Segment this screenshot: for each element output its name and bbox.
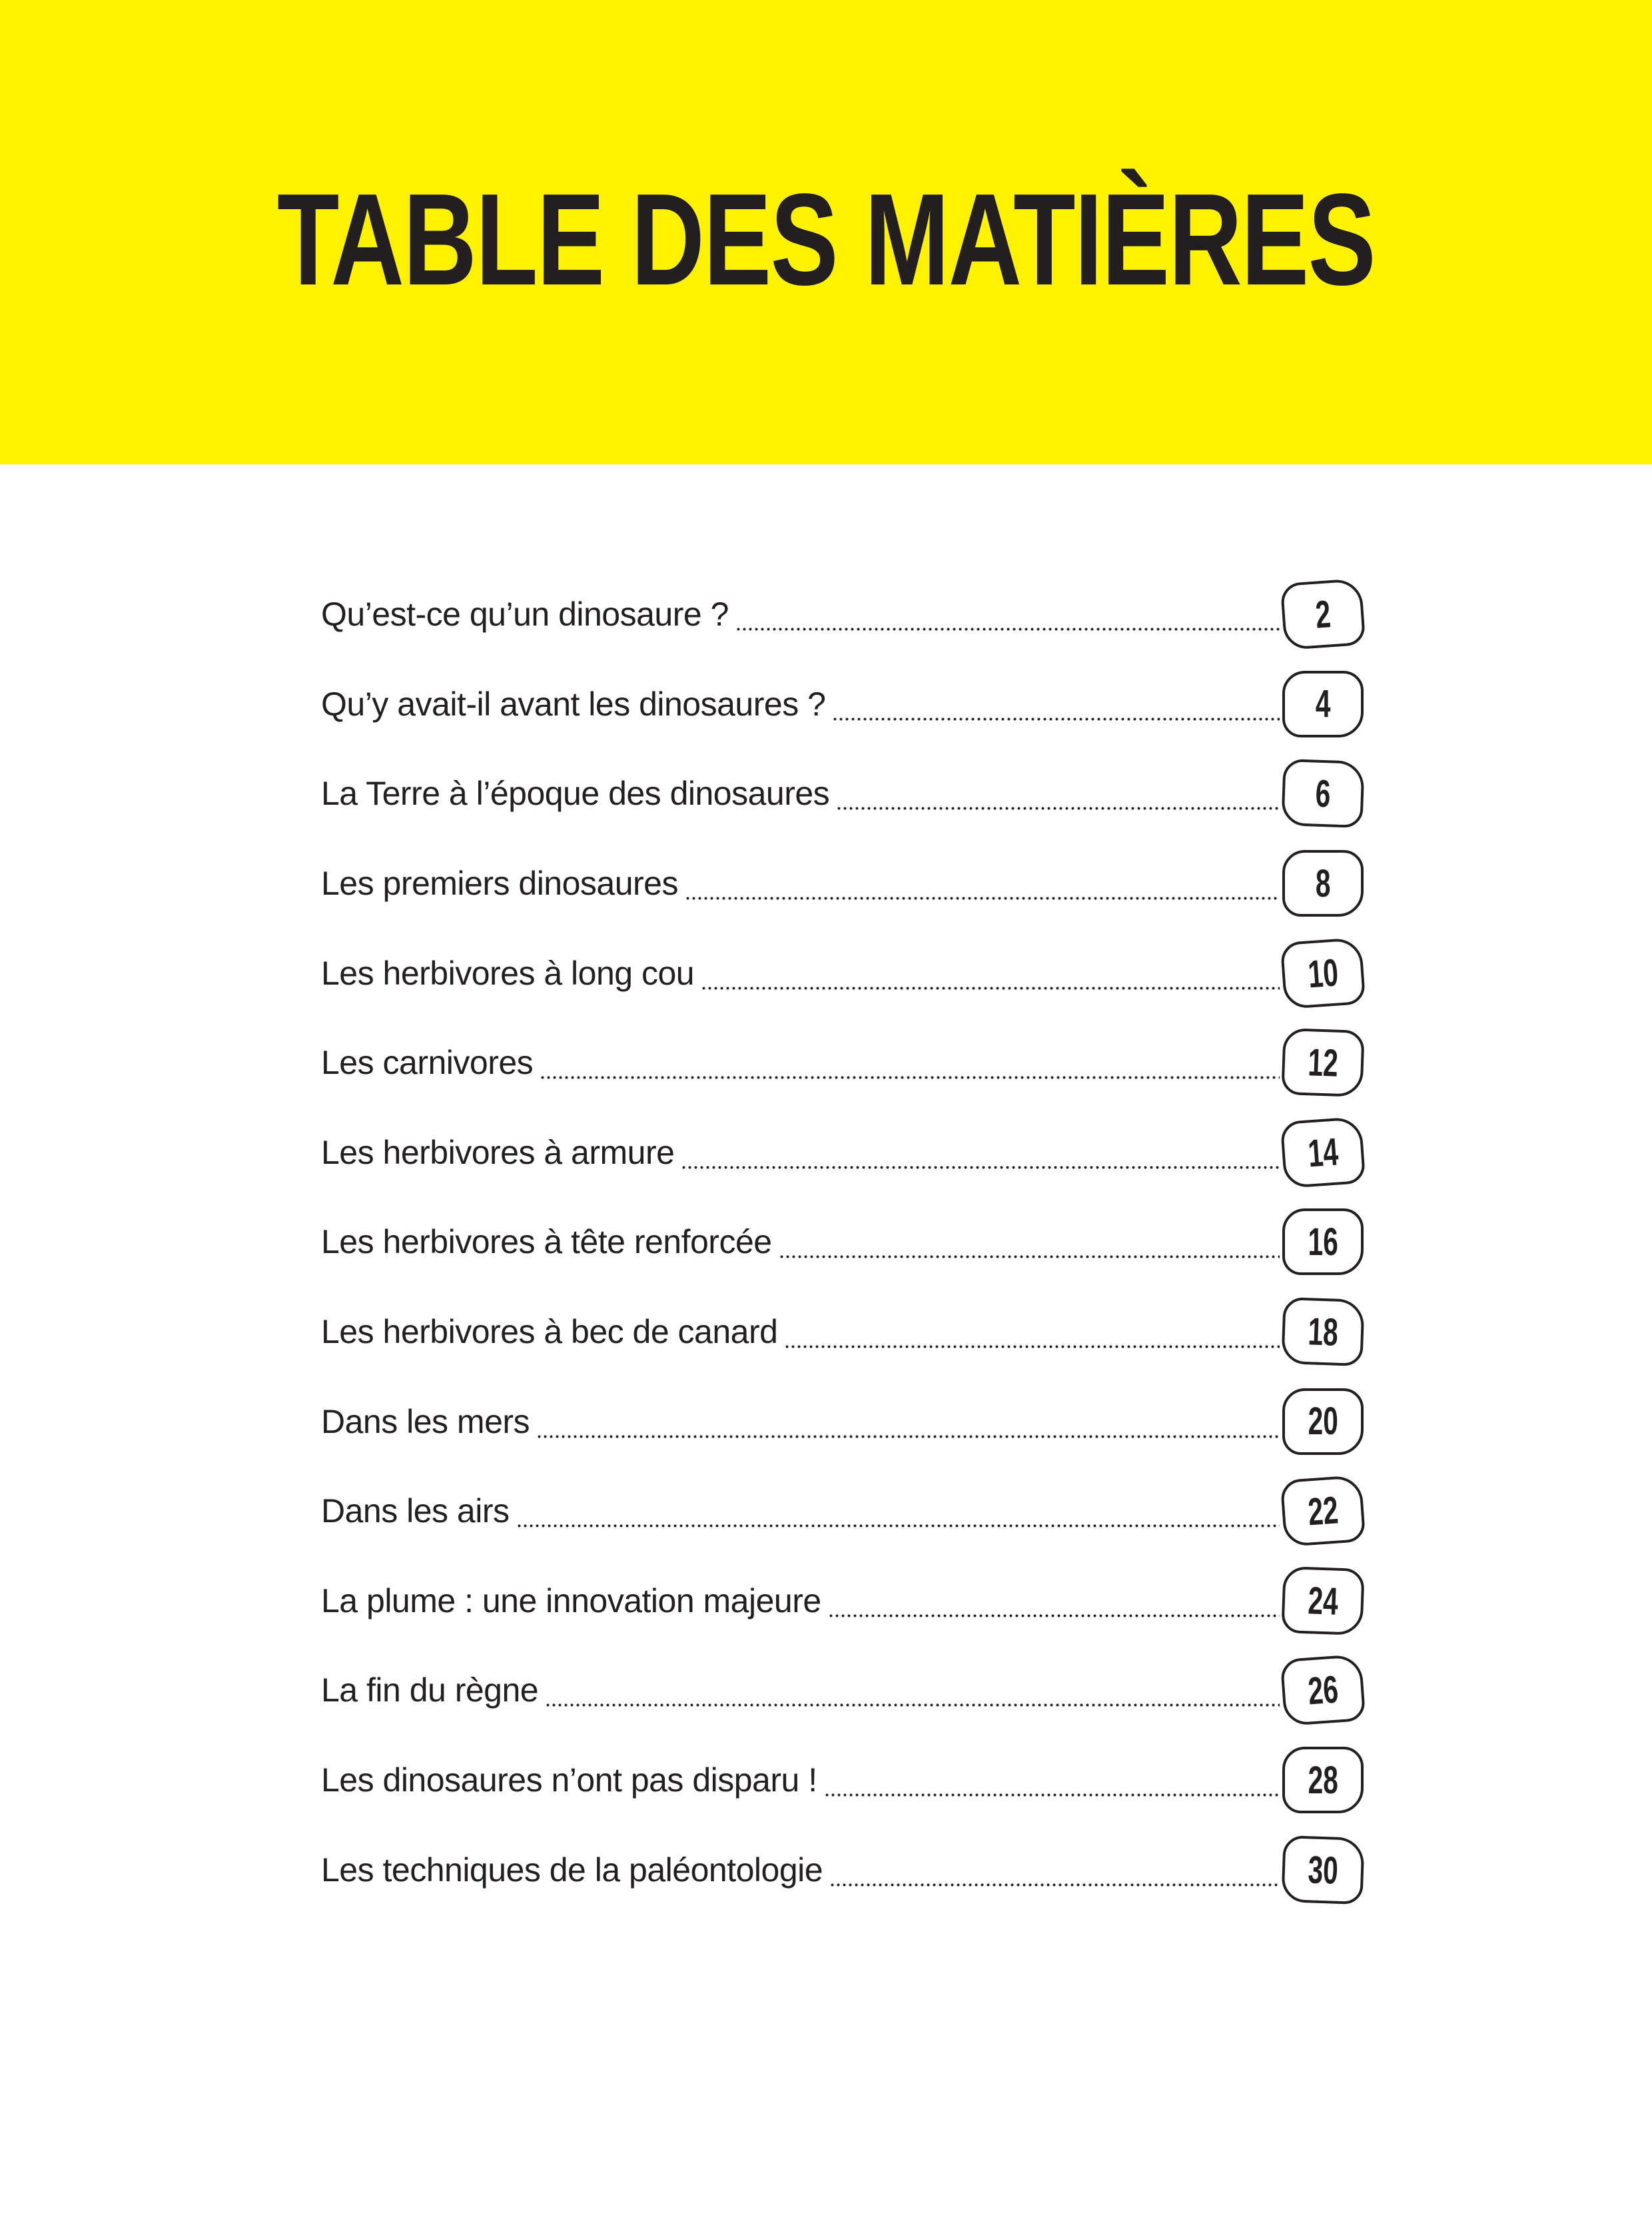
page-number: 12 [1307, 1040, 1339, 1085]
toc-entry-label: Qu’est-ce qu’un dinosaure ? [321, 596, 729, 634]
dot-leader [779, 1236, 1280, 1260]
page-number: 4 [1315, 682, 1331, 726]
dot-leader [824, 1774, 1280, 1798]
page-number: 28 [1308, 1758, 1338, 1802]
page-number: 18 [1307, 1309, 1339, 1354]
toc-entry-label: La fin du règne [321, 1671, 539, 1709]
page-number: 26 [1306, 1667, 1340, 1713]
toc-entry[interactable] [321, 928, 1364, 1018]
page-number: 10 [1306, 950, 1340, 996]
toc-entry-label: Les carnivores [321, 1044, 534, 1082]
page-number-badge [1282, 1208, 1364, 1275]
toc-entry[interactable] [321, 1018, 1364, 1108]
dot-leader [685, 877, 1280, 901]
page-number-badge [1282, 671, 1364, 737]
page-number: 8 [1315, 861, 1331, 905]
toc-entry[interactable] [321, 1825, 1364, 1915]
page-number: 2 [1314, 592, 1332, 637]
toc-entry[interactable] [321, 1735, 1364, 1825]
toc-entry-label: Les herbivores à long cou [321, 954, 695, 992]
page-number-badge [1280, 1475, 1366, 1547]
dot-leader [832, 698, 1280, 722]
toc-entry-label: Les herbivores à tête renforcée [321, 1223, 772, 1261]
dot-leader [540, 1057, 1280, 1081]
toc-entry-label: Dans les mers [321, 1402, 530, 1440]
toc-entry[interactable] [321, 749, 1364, 839]
page-number-badge [1281, 759, 1364, 828]
toc-entry-label: Les premiers dinosaures [321, 865, 678, 903]
dot-leader [545, 1684, 1280, 1708]
page-number-badge [1280, 578, 1366, 650]
page-title: TABLE DES MATIÈRES [276, 167, 1375, 312]
page-number: 16 [1308, 1220, 1338, 1264]
toc-entry[interactable] [321, 1376, 1364, 1466]
toc-entry-label: Les herbivores à armure [321, 1133, 675, 1171]
toc-entry-label: Qu’y avait-il avant les dinosaures ? [321, 685, 826, 723]
dot-leader [735, 608, 1280, 632]
dot-leader [836, 787, 1280, 811]
page-number: 6 [1314, 771, 1332, 816]
toc-entry[interactable] [321, 1287, 1364, 1377]
page-number: 14 [1306, 1129, 1340, 1175]
page-number-badge [1282, 1747, 1364, 1813]
toc-entry-label: Les techniques de la paléontologie [321, 1851, 823, 1889]
toc-entry[interactable] [321, 570, 1364, 660]
toc-entry[interactable] [321, 1645, 1364, 1735]
toc-entry-label: La Terre à l’époque des dinosaures [321, 775, 830, 813]
page-number-badge [1281, 1028, 1364, 1097]
page-number-badge [1281, 1297, 1364, 1366]
toc-entry[interactable] [321, 1108, 1364, 1198]
toc-entry-label: Les herbivores à bec de canard [321, 1313, 778, 1351]
toc-entry-label: Les dinosaures n’ont pas disparu ! [321, 1761, 817, 1799]
page-number-badge [1280, 1654, 1366, 1726]
dot-leader [828, 1595, 1280, 1619]
page-number-badge [1280, 1116, 1366, 1188]
toc-entry[interactable] [321, 1466, 1364, 1556]
page-number-badge [1282, 850, 1364, 917]
toc-entry[interactable] [321, 1197, 1364, 1287]
dot-leader [536, 1416, 1280, 1440]
page-number-badge [1280, 937, 1366, 1009]
dot-leader [701, 967, 1280, 991]
dot-leader [516, 1505, 1280, 1529]
toc-entry[interactable] [321, 839, 1364, 929]
toc-entry-label: Dans les airs [321, 1492, 510, 1530]
dot-leader [681, 1146, 1280, 1170]
toc-entry[interactable] [321, 660, 1364, 749]
page-number-badge [1282, 1388, 1364, 1455]
table-of-contents [321, 570, 1364, 1915]
page-number: 30 [1307, 1847, 1339, 1892]
page-number: 20 [1308, 1400, 1338, 1444]
page-number: 22 [1306, 1488, 1340, 1534]
dot-leader [784, 1326, 1280, 1350]
page-number: 24 [1307, 1578, 1339, 1623]
toc-entry-label: La plume : une innovation majeure [321, 1581, 821, 1619]
page-number-badge [1281, 1566, 1364, 1635]
page-number-badge [1281, 1835, 1364, 1905]
toc-entry[interactable] [321, 1556, 1364, 1646]
dot-leader [829, 1864, 1280, 1888]
